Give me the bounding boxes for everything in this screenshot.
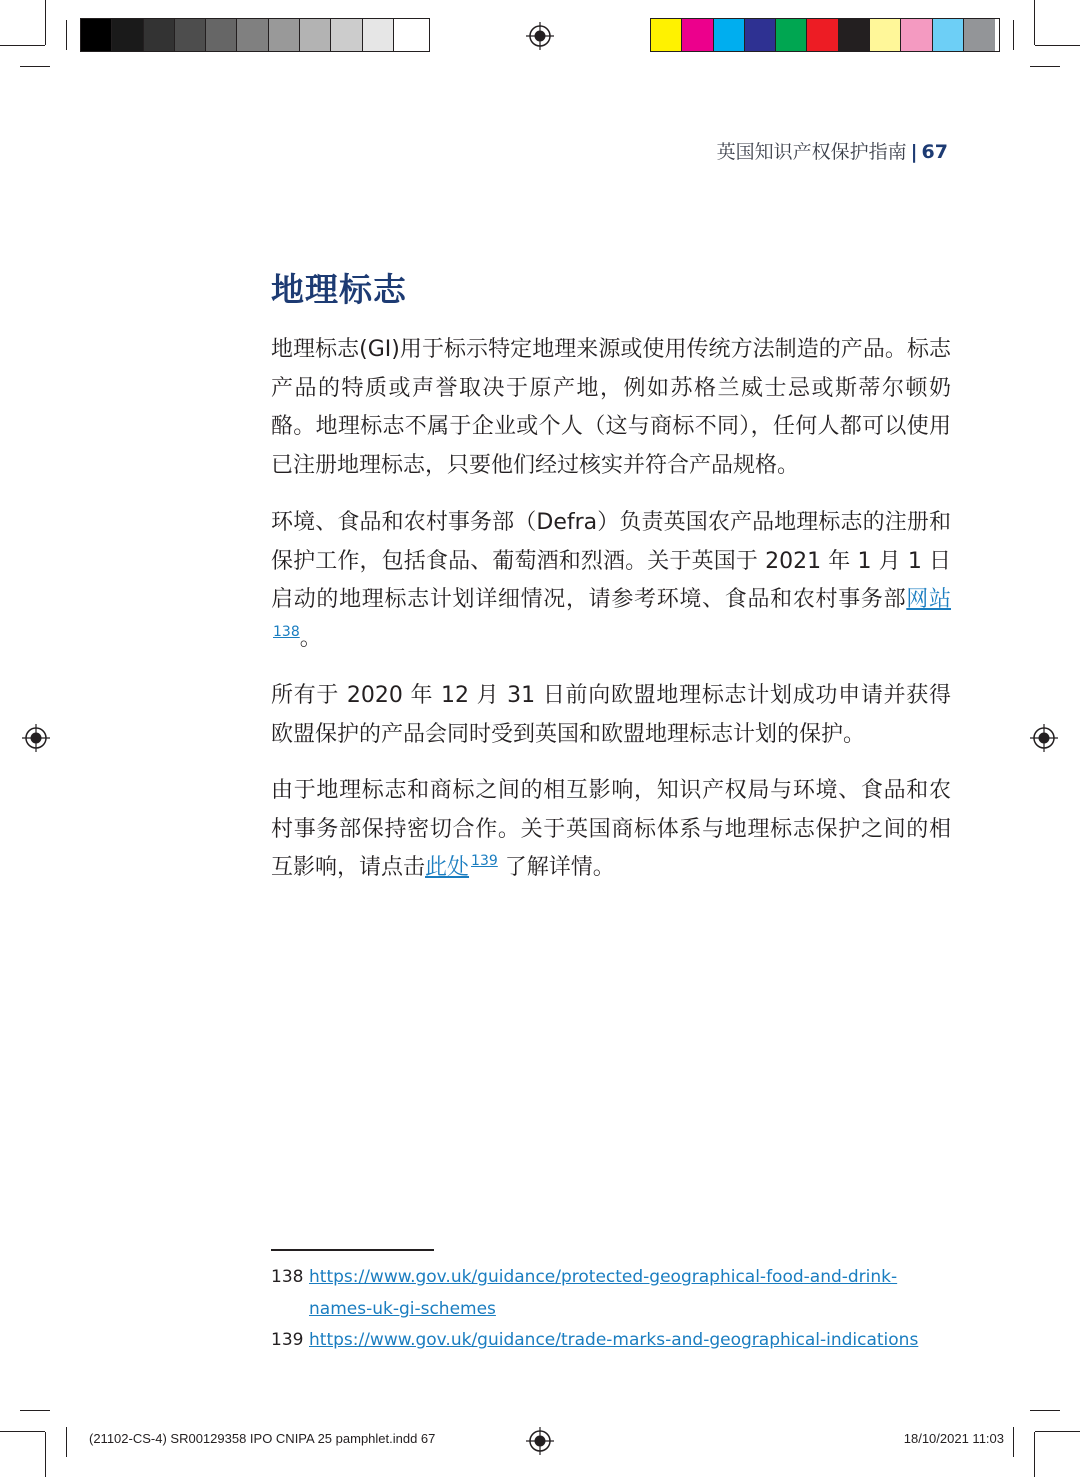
- paragraph-cooperation: [271, 772, 951, 888]
- color-swatch: [933, 19, 964, 51]
- registration-mark-icon: [526, 22, 554, 50]
- gray-swatch: [394, 19, 425, 51]
- paragraph-text: 了解详情。: [497, 855, 615, 880]
- footnote-divider: [271, 1249, 434, 1251]
- footnote-url-link[interactable]: https://www.gov.uk/guidance/protected-geographical-food-and-drink-: [309, 1267, 898, 1287]
- gray-swatch: [331, 19, 362, 51]
- paragraph-text: 。: [299, 625, 322, 651]
- paragraph-eu-protection: 所有于 2020 年 12 月 31 日前向欧盟地理标志计划成功申请并获得欧盟保护的产品会同时受到英国和欧盟地理标志计划的保护。: [271, 683, 951, 747]
- registration-mark-icon: [22, 724, 50, 752]
- website-link[interactable]: 网站: [906, 587, 951, 612]
- running-head-title: 英国知识产权保护指南: [716, 141, 907, 163]
- color-swatch: [745, 19, 776, 51]
- color-bar: [650, 18, 1000, 52]
- gray-swatch: [175, 19, 206, 51]
- paragraph-defra: [271, 504, 951, 658]
- footnote-url-link[interactable]: names-uk-gi-schemes: [309, 1299, 496, 1319]
- color-swatch: [651, 19, 682, 51]
- gray-swatch: [300, 19, 331, 51]
- color-swatch: [870, 19, 901, 51]
- paragraph-text: 环境、食品和农村事务部（Defra）负责英国农产品地理标志的注册和保护工作，包括食品、葡萄酒和烈酒。关于英国于 2021 年 1 月 1 日启动的地理标志计划详细情况，请参考环境、食品和农村事务部: [271, 510, 951, 612]
- footnote-number: 139: [271, 1330, 304, 1350]
- footnote-ref-138[interactable]: 138: [273, 623, 300, 640]
- gray-swatch: [144, 19, 175, 51]
- color-swatch: [839, 19, 870, 51]
- color-swatch: [901, 19, 932, 51]
- here-link[interactable]: 此处: [425, 855, 470, 880]
- color-swatch: [964, 19, 995, 51]
- gray-swatch: [363, 19, 394, 51]
- footnote-number: 138: [271, 1267, 304, 1287]
- page-title: 地理标志: [271, 270, 407, 309]
- footnote-139: [271, 1325, 951, 1357]
- registration-mark-icon: [1030, 724, 1058, 752]
- footnote-ref-139[interactable]: 139: [471, 853, 498, 869]
- footnote-138-continued: [309, 1294, 949, 1326]
- paragraph-text: 由于地理标志和商标之间的相互影响，知识产权局与环境、食品和农村事务部保持密切合作。关于英国商标体系与地理标志保护之间的相互影响，请点击: [271, 778, 951, 880]
- gray-swatch: [206, 19, 237, 51]
- color-swatch: [807, 19, 838, 51]
- color-swatch: [714, 19, 745, 51]
- gray-swatch: [269, 19, 300, 51]
- registration-mark-icon: [526, 1427, 554, 1455]
- grayscale-bar: [80, 18, 430, 52]
- slug-file-info: (21102-CS-4) SR00129358 IPO CNIPA 25 pamphlet.indd 67: [89, 1431, 436, 1446]
- color-swatch: [776, 19, 807, 51]
- paragraph-intro: 地理标志(GI)用于标示特定地理来源或使用传统方法制造的产品。标志产品的特质或声誉取决于原产地，例如苏格兰威士忌或斯蒂尔顿奶酪。地理标志不属于企业或个人（这与商标不同），任何人都可以使用已注册地理标志，只要他们经过核实并符合产品规格。: [271, 337, 951, 478]
- page-number: 67: [921, 141, 948, 163]
- running-head-separator: |: [910, 141, 918, 163]
- gray-swatch: [237, 19, 268, 51]
- gray-swatch: [112, 19, 143, 51]
- footnote-url-link[interactable]: https://www.gov.uk/guidance/trade-marks-and-geographical-indications: [309, 1330, 919, 1350]
- slug-date-time: 18/10/2021 11:03: [903, 1431, 1004, 1446]
- footnote-138: [271, 1262, 951, 1294]
- gray-swatch: [81, 19, 112, 51]
- color-swatch: [682, 19, 713, 51]
- running-head: [717, 137, 948, 164]
